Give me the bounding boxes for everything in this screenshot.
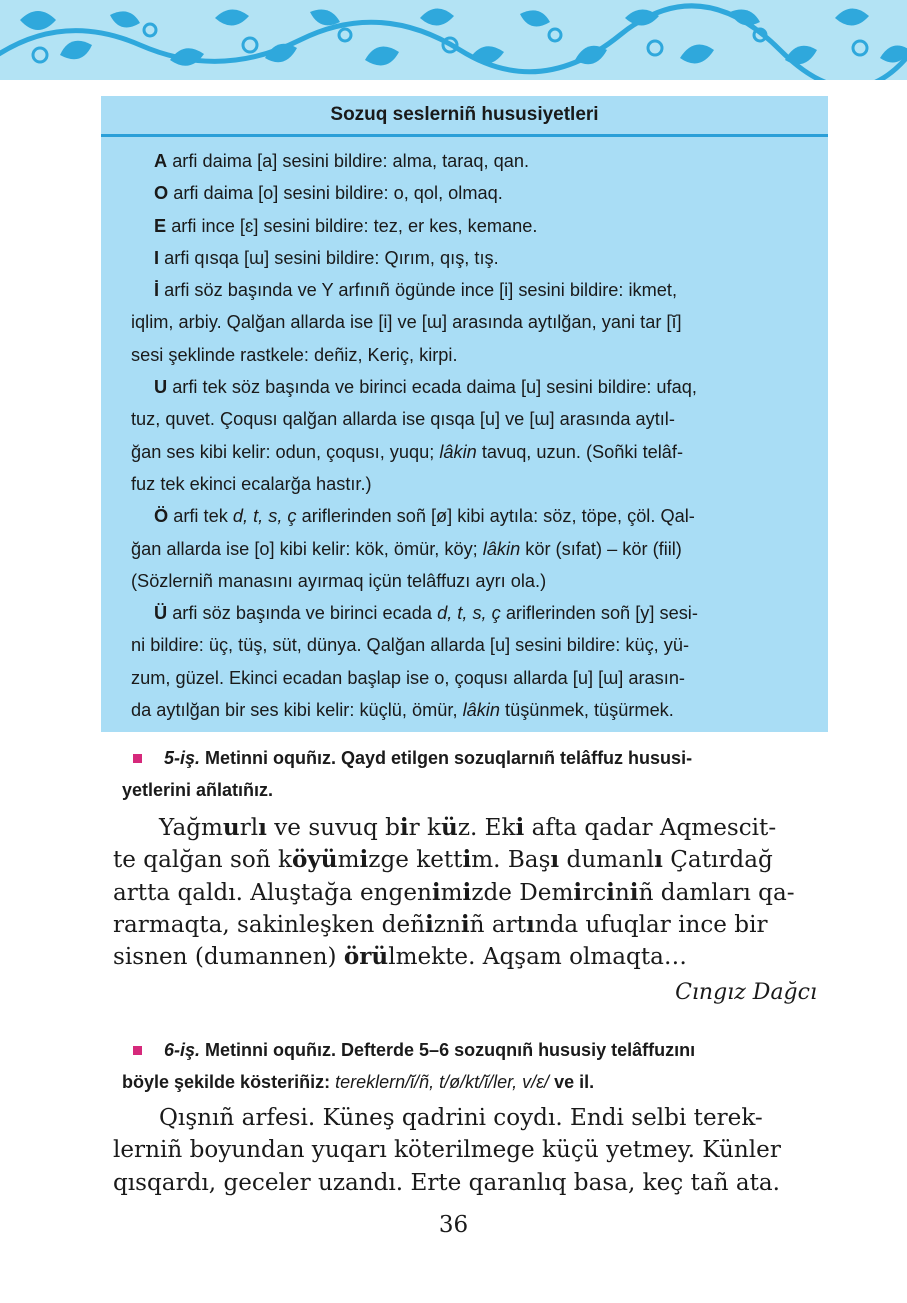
text-run: kör (sıfat) – kör (fiil) <box>520 538 682 559</box>
text-run: ñ damları qa- <box>638 879 795 906</box>
text-run: Yağm <box>159 815 223 841</box>
text-run: zde Dem <box>471 879 574 906</box>
bold-letter: E <box>154 215 167 236</box>
bold-letter: ı <box>550 846 560 874</box>
bold-letter: I <box>154 247 160 268</box>
rule-line <box>154 506 695 526</box>
text-5-line <box>113 941 817 973</box>
rule-line <box>131 539 682 559</box>
bold-letter: i <box>399 814 409 841</box>
rule-paragraph <box>131 500 801 597</box>
text-run: tavuq, uzun. (Soñki telâf- <box>476 441 684 462</box>
rule-paragraph <box>131 274 801 371</box>
text-run: sesi şeklinde rastkele: deñiz, Keriç, kirpi. <box>131 344 458 365</box>
text-run: ni bildire: üç, tüş, süt, dünya. Qalğan allarda [u] sesini bildire: küç, yü- <box>131 635 690 656</box>
text-5-line <box>113 909 817 941</box>
text-run: zum, güzel. Ekinci ecadan başlap ise o, çoqusı allarda [u] [ɯ] arasın- <box>131 667 685 688</box>
task-5-instruction-1: Metinni oquñız. Qayd etilgen sozuqlarnıñ telâffuz hususi- <box>205 748 693 768</box>
bold-letter: i <box>359 846 369 874</box>
task-6-example: tereklern/ĭ/ñ, t/ø/kt/ĭ/ler, v/ɛ/ <box>335 1072 550 1092</box>
bold-letter: i <box>515 814 525 841</box>
italic-text: d, t, s, ç <box>232 506 297 527</box>
rule-line <box>154 377 697 397</box>
text-run: dumanl <box>559 847 655 874</box>
rule-line <box>154 603 698 623</box>
rule-line <box>131 668 685 688</box>
text-run: te qalğan soñ k <box>113 847 292 874</box>
bold-letter: i <box>431 878 441 906</box>
bold-letter: i <box>462 846 472 874</box>
text-run: z. Ek <box>457 815 516 841</box>
reading-text-6 <box>113 1102 817 1199</box>
task-6-line-1 <box>122 1034 822 1066</box>
rule-paragraph <box>131 597 801 726</box>
bullet-icon <box>133 754 142 763</box>
rule-paragraph <box>131 242 801 274</box>
rule-line <box>131 635 689 655</box>
rule-line <box>154 216 537 236</box>
rule-paragraph <box>131 177 801 209</box>
decorative-header <box>0 0 907 80</box>
rules-title: Sozuq seslerniñ hususiyetleri <box>101 96 828 137</box>
italic-text: lâkin <box>462 700 500 721</box>
rule-line <box>131 700 674 720</box>
text-run: Çatırdağ <box>662 847 773 874</box>
text-run: lmekte. Aqşam olmaqta… <box>388 944 687 971</box>
rule-line <box>154 280 677 300</box>
bold-letter: Ü <box>154 603 168 624</box>
text-5-line <box>113 877 817 909</box>
rules-box <box>101 96 828 732</box>
text-run: rarmaqta, sakinleşken deñ <box>113 911 426 938</box>
text-5-line <box>113 812 817 844</box>
text-run: ñ art <box>469 911 526 938</box>
bold-letter: O <box>154 183 169 204</box>
text-run: m <box>440 879 463 906</box>
bold-letter: İ <box>154 280 160 301</box>
rule-line <box>154 183 503 203</box>
text-run: arfi daima [o] sesini bildire: o, qol, olmaq. <box>168 183 503 204</box>
text-run: arfi tek söz başında ve birinci ecada daima [u] sesini bildire: ufaq, <box>167 377 697 398</box>
task-5-number: 5-iş. <box>164 748 201 768</box>
text-run: sisnen (dumannen) <box>113 944 344 971</box>
rule-line <box>131 571 546 591</box>
reading-text-5 <box>113 812 817 973</box>
text-run: zn <box>433 911 461 938</box>
rule-line <box>131 312 682 332</box>
text-run: n <box>614 879 630 906</box>
text-run: arfi qısqa [ɯ] sesini bildire: Qırım, qış, tış. <box>159 247 499 268</box>
task-6-number: 6-iş. <box>164 1040 201 1060</box>
task-5-line-2 <box>122 774 822 806</box>
text-run: ğan allarda ise [o] kibi kelir: kök, ömür, köy; <box>131 538 483 559</box>
text-run: arfi ince [ɛ] sesini bildire: tez, er kes, kemane. <box>166 215 538 236</box>
floral-ornament-icon <box>0 0 907 80</box>
bold-letter: i <box>629 878 639 906</box>
text-run: tuz, quvet. Çoqusı qalğan allarda ise qısqa [u] ve [ɯ] arasında aytıl- <box>131 409 675 430</box>
bold-letter: i <box>462 878 472 906</box>
text-run: rc <box>582 879 607 906</box>
text-run: tüşünmek, tüşürmek. <box>499 700 674 721</box>
rules-body <box>101 137 828 726</box>
bold-letter: ı <box>525 910 535 938</box>
task-6-instruction-1: Metinni oquñız. Defterde 5–6 sozuqnıñ hususiy telâffuzını <box>205 1040 696 1060</box>
text-run: r k <box>408 815 442 841</box>
text-run: ve suvuq b <box>266 815 400 841</box>
text-run: arfi daima [a] sesini bildire: alma, taraq, qan. <box>167 151 530 171</box>
text-run: rl <box>239 815 259 841</box>
bold-letter: u <box>222 814 240 841</box>
rule-paragraph <box>131 210 801 242</box>
text-run: arfi tek <box>168 506 233 527</box>
bold-letter: U <box>154 377 168 398</box>
bold-letter: i <box>573 878 583 906</box>
bold-letter: öyü <box>291 846 338 874</box>
task-5-line-1 <box>122 742 822 774</box>
author: Cıngız Dağcı <box>675 980 817 1005</box>
text-run: m. Baş <box>471 847 551 874</box>
rule-paragraph <box>131 371 801 500</box>
rule-line <box>131 409 675 429</box>
text-run: zge kett <box>368 847 463 874</box>
text-run: da aytılğan bir ses kibi kelir: küçlü, ömür, <box>131 700 463 721</box>
page-number: 36 <box>438 1212 469 1238</box>
task-6-line-2 <box>122 1066 822 1098</box>
bold-letter: i <box>425 910 434 938</box>
text-run: arfi söz başında ve Y arfınıñ ögünde ince [i] sesini bildire: ikmet, <box>159 280 678 301</box>
rule-line <box>131 474 372 494</box>
text-run: ariflerinden soñ [y] sesi- <box>500 603 698 624</box>
bold-letter: A <box>154 151 168 171</box>
text-run: arfi söz başında ve birinci ecada <box>167 603 438 624</box>
bold-letter: ı <box>258 814 267 841</box>
rule-line <box>154 248 499 268</box>
task-5-instruction-2: yetlerini añlatıñız. <box>122 780 274 800</box>
italic-text: lâkin <box>439 441 477 462</box>
italic-text: lâkin <box>482 538 521 559</box>
task-6 <box>122 1034 822 1098</box>
text-run: m <box>337 847 360 874</box>
text-run: afta qadar Aqmescit- <box>524 815 777 841</box>
text-run: (Sözlerniñ manasını ayırmaq içün telâffuzı ayrı ola.) <box>131 570 547 591</box>
text-run: fuz tek ekinci ecalarğa hastır.) <box>131 473 372 494</box>
bold-letter: ü <box>441 814 458 841</box>
text-run: ariflerinden soñ [ø] kibi aytıla: söz, töpe, çöl. Qal- <box>296 506 695 527</box>
text-6-line: qısqardı, geceler uzandı. Erte qaranlıq basa, keç tañ ata. <box>113 1169 781 1196</box>
rule-line <box>154 151 529 171</box>
text-6-line: Qışnıñ arfesi. Küneş qadrini coydı. Endi selbi terek- <box>159 1105 763 1131</box>
rule-paragraph <box>131 145 801 177</box>
bold-letter: Ö <box>154 506 169 527</box>
text-5-line <box>113 844 817 876</box>
bold-letter: i <box>606 878 615 906</box>
italic-text: d, t, s, ç <box>437 603 501 624</box>
text-run: nda ufuqlar ince bir <box>534 911 768 938</box>
rule-line <box>131 345 458 365</box>
text-run: ğan ses kibi kelir: odun, çoqusı, yuqu; <box>131 441 440 462</box>
bold-letter: ı <box>654 846 663 874</box>
text-run: artta qaldı. Aluştağa engen <box>113 879 432 906</box>
task-5 <box>122 742 822 806</box>
bold-letter: i <box>460 910 470 938</box>
text-6-line: lerniñ boyundan yuqarı köterilmege küçü yetmey. Künler <box>113 1137 781 1164</box>
text-run: iqlim, arbiy. Qalğan allarda ise [i] ve [ɯ] arasında aytılğan, yani tar [ĭ] <box>131 312 682 333</box>
rule-line <box>131 442 683 462</box>
task-6-instruction-2: böyle şekilde kösteriñiz: <box>122 1072 336 1092</box>
bold-letter: örü <box>343 943 389 971</box>
bullet-icon <box>133 1046 142 1055</box>
task-6-instruction-end: ve il. <box>549 1072 595 1092</box>
